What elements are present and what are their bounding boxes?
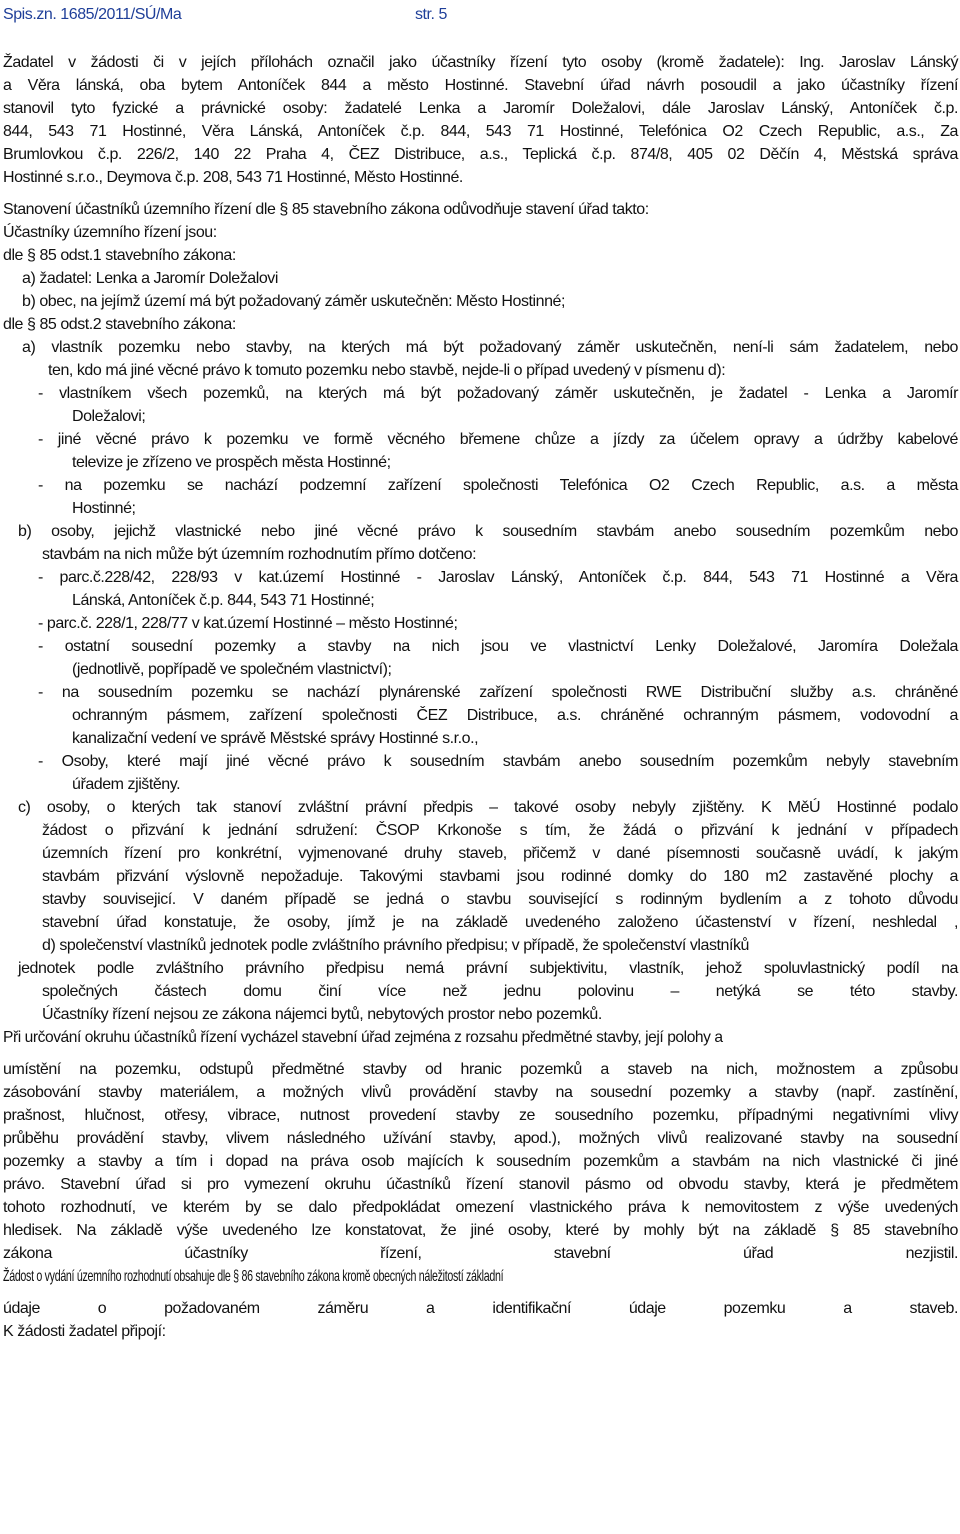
- text-line: Lánská, Antoníček č.p. 844, 543 71 Hostinné;: [72, 592, 375, 609]
- text-line: - parc.č. 228/1, 228/77 v kat.území Hostinné – město Hostinné;: [38, 615, 458, 632]
- text-line: stanovil tyto fyzické a právnické osoby: žadatelé Lenka a Jaromír Doležalovi, dále Jaroslav Lánský, Antoníček č.p.: [3, 100, 958, 117]
- text-line: K žádosti žadatel připojí:: [3, 1323, 166, 1340]
- text-line: zásobování stavby materiálem, a možných vlivů provádění stavby na sousední pozemky a stavby (např. zastínění,: [3, 1084, 958, 1101]
- text-line: - parc.č.228/42, 228/93 v kat.území Hostinné - Jaroslav Lánský, Antoníček č.p. 844, 543 71 Hostinné a Věra: [38, 569, 958, 586]
- text-line: pozemky a stavby a tím i dopad na práva osob majících k sousedním pozemkům a stavbám na nich vlastnické či jiné: [3, 1153, 958, 1170]
- text-line: dle § 85 odst.1 stavebního zákona:: [3, 247, 236, 264]
- text-line: - vlastníkem všech pozemků, na kterých má být požadovaný záměr uskutečněn, je žadatel - Lenka a Jaromír: [38, 385, 958, 402]
- text-line: b) obec, na jejímž území má být požadovaný záměr uskutečněn: Město Hostinné;: [22, 293, 565, 310]
- text-line: Žadatel v žádosti či v jejích přílohách označil jako účastníky řízení tyto osoby (kromě žadatele): Ing. Jaroslav Lánský: [3, 54, 958, 71]
- text-line: 844, 543 71 Hostinné, Věra Lánská, Antoníček č.p. 844, 543 71 Hostinné, Telefónica O2 Czech Republic, a.s., Za: [3, 123, 958, 140]
- text-line: údaje o požadovaném záměru a identifikační údaje pozemku a staveb.: [3, 1300, 958, 1317]
- text-line: Hostinné s.r.o., Deymova č.p. 208, 543 71 Hostinné, Město Hostinné.: [3, 169, 463, 186]
- text-line: umístění na pozemku, odstupů předmětné stavby od hranic pozemků a staveb na nich, možnostem a způsobu: [3, 1061, 958, 1078]
- text-line: jednotek podle zvláštního právního předpisu nemá právní subjektivitu, vlastník, jehož spoluvlastnický podíl na: [18, 960, 958, 977]
- text-line: Hostinné;: [72, 500, 136, 517]
- text-line: a) vlastník pozemku nebo stavby, na kterých má být požadovaný záměr uskutečněn, není-li sám žadatelem, nebo: [22, 339, 958, 356]
- text-line: dle § 85 odst.2 stavebního zákona:: [3, 316, 236, 333]
- text-line: Účastníky řízení nejsou ze zákona nájemci bytů, nebytových prostor nebo pozemků.: [42, 1006, 602, 1023]
- page-number: str. 5: [415, 6, 447, 23]
- text-line: - jiné věcné právo k pozemku ve formě věcného břemene chůze a jízdy za účelem opravy a údržby kabelové: [38, 431, 958, 448]
- text-line: Při určování okruhu účastníků řízení vycházel stavební úřad zejména z rozsahu předmětné stavby, její polohy a: [3, 1029, 723, 1046]
- text-line: a Věra lánská, oba bytem Antoníček 844 a město Hostinné. Stavební úřad návrh posoudil a jako účastníky řízení: [3, 77, 958, 94]
- text-line: a) žadatel: Lenka a Jaromír Doležalovi: [22, 270, 278, 287]
- text-line: právo. Stavební úřad si pro vymezení okruhu účastníků řízení stanovil pásmo od obvodu stavby, která je předmětem: [3, 1176, 958, 1193]
- text-line: územních řízení pro konkrétní, vyjmenované druhy staveb, přičemž v dané písemnosti současně uvádí, k jakým: [42, 845, 958, 862]
- text-line: c) osoby, o kterých tak stanoví zvláštní právní předpis – takové osoby nebyly zjištěny. K MěÚ Hostinné podalo: [18, 799, 958, 816]
- text-line: stavební úřad konstatuje, že osoby, jímž je na základě uvedeného založeno účastenství v řízení, neshledal ,: [42, 914, 958, 931]
- text-line: společných částech domu činí více než jednu polovinu – netýká se této stavby.: [42, 983, 958, 1000]
- text-line: prašnost, hlučnost, otřesy, vibrace, nutnost provedení stavby ze sousedního pozemku, případnými negativními vlivy: [3, 1107, 958, 1124]
- text-line: Žádost o vydání územního rozhodnutí obsahuje dle § 86 stavebního zákona kromě obecných náležitostí základní: [3, 1268, 504, 1285]
- text-line: průběhu provádění stavby, vlivem následného užívání stavby, apod.), možných vlivů realizované stavby na sousední: [3, 1130, 958, 1147]
- text-line: Brumlovkou č.p. 226/2, 140 22 Praha 4, ČEZ Distribuce, a.s., Teplická č.p. 874/8, 405 02 Děčín 4, Městská správa: [3, 146, 958, 163]
- text-line: - na sousedním pozemku se nachází plynárenské zařízení společnosti RWE Distribuční služby a.s. chráněné: [38, 684, 958, 701]
- text-line: tohoto rozhodnutí, ve kterém by se dalo předpokládat omezení vlastnického práva k nemovitostem z výše uvedených: [3, 1199, 958, 1216]
- text-line: ten, kdo má jiné věcné právo k tomuto pozemku nebo stavbě, nejde-li o případ uvedený v písmenu d):: [48, 362, 726, 379]
- text-line: - na pozemku se nachází podzemní zařízení společnosti Telefónica O2 Czech Republic, a.s. a města: [38, 477, 958, 494]
- text-line: úřadem zjištěny.: [72, 776, 181, 793]
- text-line: stavby souvisejicí. V daném případě se jedná o stavbu související s rodinným bydlením a z tohoto důvodu: [42, 891, 958, 908]
- text-line: Doležalovi;: [72, 408, 146, 425]
- text-line: d) společenství vlastníků jednotek podle zvláštního právního předpisu; v případě, že společenství vlastníků: [42, 937, 749, 954]
- text-line: - Osoby, které mají jiné věcné právo k sousedním stavbám anebo sousedním pozemkům nebyly stavebním: [38, 753, 958, 770]
- text-line: Účastníky územního řízení jsou:: [3, 224, 217, 241]
- text-line: televize je zřízeno ve prospěch města Hostinné;: [72, 454, 391, 471]
- text-line: (jednotlivě, popřípadě ve společném vlastnictví);: [72, 661, 392, 678]
- text-line: Stanovení účastníků územního řízení dle § 85 stavebního zákona odůvodňuje stavení úřad takto:: [3, 201, 649, 218]
- text-line: b) osoby, jejichž vlastnické nebo jiné věcné právo k sousedním stavbám anebo sousedním pozemkům nebo: [18, 523, 958, 540]
- text-line: kanalizační vedení ve správě Městské správy Hostinné s.r.o.,: [72, 730, 479, 747]
- text-line: žádost o přizvání k jednání sdružení: ČSOP Krkonoše s tím, že žádá o přizvání k jednání v případech: [42, 822, 958, 839]
- text-line: stavbám přizvání výslovně nepožaduje. Takovými stavbami jsou rodinné domky do 180 m2 zastavěné plochy a: [42, 868, 958, 885]
- text-line: hledisek. Na základě výše uvedeného lze konstatovat, že jiné osoby, které by mohly být na základě § 85 stavebního: [3, 1222, 958, 1239]
- text-line: stavbám na nich může být územním rozhodnutím přímo dotčeno:: [42, 546, 477, 563]
- text-line: zákona účastníky řízení, stavební úřad nezjistil.: [3, 1245, 958, 1262]
- text-line: ochranným pásmem, zařízení společnosti ČEZ Distribuce, a.s. chráněné ochranným pásmem, vodovodní a: [72, 707, 958, 724]
- file-reference: Spis.zn. 1685/2011/SÚ/Ma: [3, 6, 182, 23]
- text-line: - ostatní sousední pozemky a stavby na nich jsou ve vlastnictví Lenky Doležalové, Jaromíra Doležala: [38, 638, 958, 655]
